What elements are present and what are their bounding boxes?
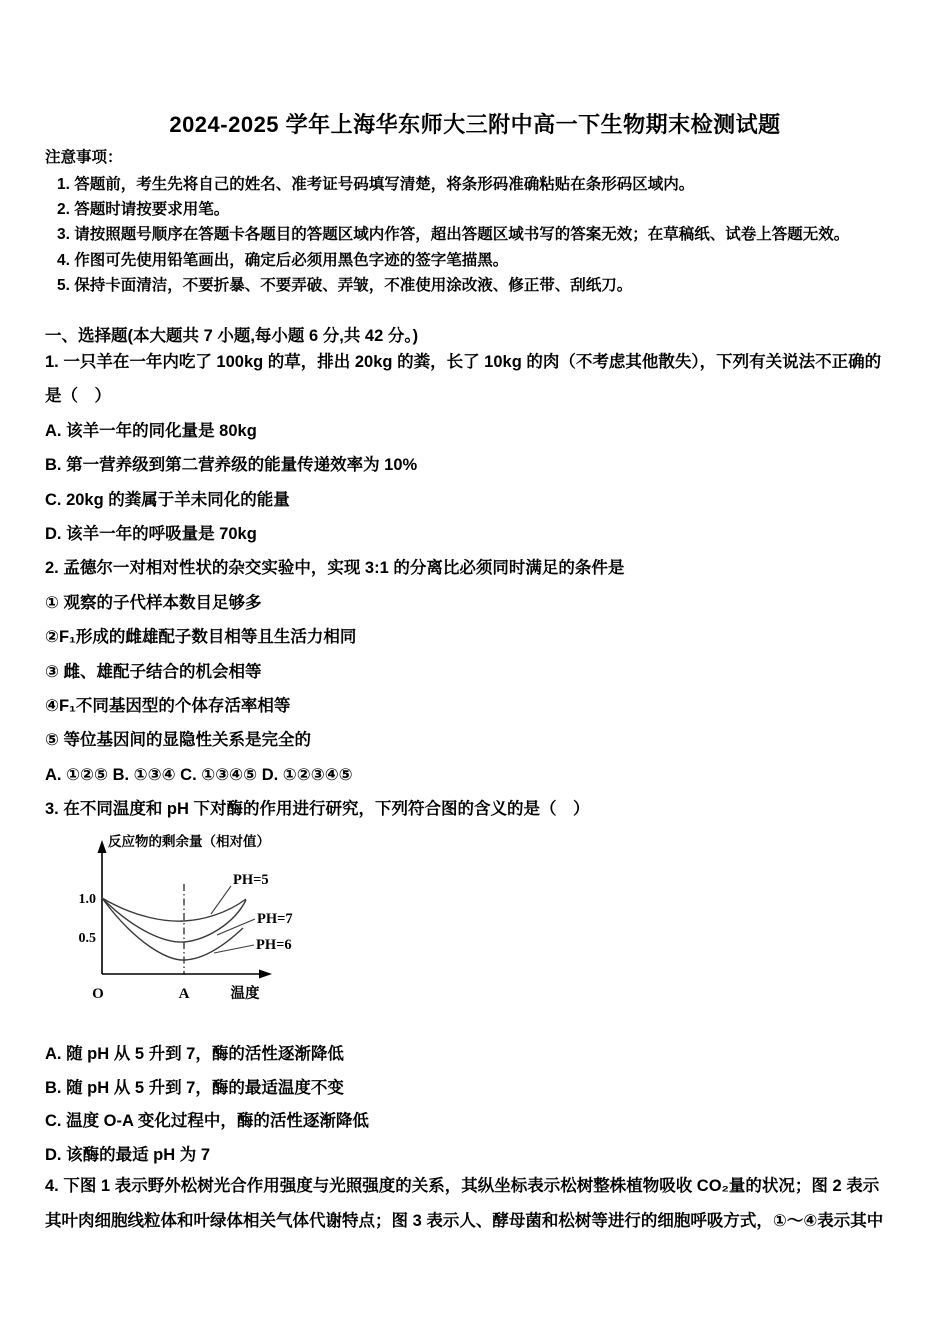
notice-item-1: 1. 答题前，考生先将自己的姓名、准考证号码填写清楚，将条形码准确粘贴在条形码区域内。	[57, 176, 695, 193]
q3-stem: 3. 在不同温度和 pH 下对酶的作用进行研究，下列符合图的含义的是（ ）	[45, 800, 590, 819]
q1-stem-line1: 1. 一只羊在一年内吃了 100kg 的草，排出 20kg 的粪，长了 10kg 的肉（不考虑其他散失），下列有关说法不正确的	[45, 353, 882, 371]
x-origin-label: O	[92, 986, 104, 1002]
notice-heading: 注意事项：	[45, 149, 123, 166]
q3-options-block	[45, 1038, 369, 1172]
x-tick-a-label: A	[178, 986, 190, 1002]
notice-item-3: 3. 请按照题号顺序在答题卡各题目的答题区域内作答，超出答题区域书写的答案无效；在草稿纸、试卷上答题无效。	[57, 226, 850, 244]
q2-stem: 2. 孟德尔一对相对性状的杂交实验中，实现 3:1 的分离比必须同时满足的条件是	[45, 559, 625, 578]
y-tick-0_5: 0.5	[78, 931, 96, 946]
notice-list	[57, 172, 849, 298]
q2-options-line: A. ①②⑤ B. ①③④ C. ①③④⑤ D. ①②③④⑤	[45, 765, 353, 784]
q4-stem-block	[45, 1169, 883, 1238]
enzyme-temperature-chart	[38, 832, 328, 1017]
q2-condition-1: ① 观察的子代样本数目足够多	[45, 593, 262, 612]
notice-item-2: 2. 答题时请按要求用笔。	[57, 201, 230, 219]
section-1-heading: 一、选择题(本大题共 7 小题,每小题 6 分,共 42 分。)	[45, 327, 419, 345]
notice-item-4: 4. 作图可先使用铅笔画出，确定后必须用黑色字迹的签字笔描黑。	[57, 251, 509, 269]
questions-1-to-3-block	[45, 345, 881, 826]
q1-option-a: A. 该羊一年的同化量是 80kg	[45, 421, 257, 440]
enzyme-chart-svg	[38, 832, 328, 1017]
q1-option-c: C. 20kg 的粪属于羊未同化的能量	[45, 490, 290, 509]
q3-option-a: A. 随 pH 从 5 升到 7，酶的活性逐渐降低	[45, 1045, 344, 1063]
q4-stem-line1: 4. 下图 1 表示野外松树光合作用强度与光照强度的关系，其纵坐标表示松树整株植物吸收 CO₂量的状况；图 2 表示	[45, 1177, 880, 1195]
ph5-series-label: PH=5	[233, 872, 269, 888]
ph7-curve	[102, 898, 246, 942]
q2-condition-4: ④F₁不同基因型的个体存活率相等	[45, 696, 291, 715]
q3-option-d: D. 该酶的最适 pH 为 7	[45, 1145, 211, 1164]
ph7-series-label: PH=7	[257, 911, 293, 927]
notice-item-5: 5. 保持卡面清洁，不要折暴、不要弄破、弄皱，不准使用涂改液、修正带、刮纸刀。	[57, 276, 633, 294]
q1-stem-line2: 是（ ）	[45, 387, 111, 406]
q3-option-b: B. 随 pH 从 5 升到 7，酶的最适温度不变	[45, 1078, 344, 1097]
q2-condition-5: ⑤ 等位基因间的显隐性关系是完全的	[45, 731, 312, 750]
q4-stem-line2: 其叶肉细胞线粒体和叶绿体相关气体代谢特点；图 3 表示人、酵母菌和松树等进行的细胞呼吸方式，①～④表示其中	[45, 1211, 884, 1230]
ph6-curve	[102, 898, 243, 960]
q2-condition-3: ③ 雌、雄配子结合的机会相等	[45, 662, 262, 681]
q3-option-c: C. 温度 O-A 变化过程中，酶的活性逐渐降低	[45, 1112, 369, 1131]
page-title: 2024-2025 学年上海华东师大三附中高一下生物期末检测试题	[169, 112, 781, 137]
chart-x-axis-label: 温度	[230, 986, 260, 1002]
ph6-series-label: PH=6	[256, 937, 292, 953]
q1-option-b: B. 第一营养级到第二营养级的能量传递效率为 10%	[45, 456, 418, 475]
q2-condition-2: ②F₁形成的雌雄配子数目相等且生活力相同	[45, 628, 357, 647]
x-axis-arrow-icon	[259, 970, 272, 979]
y-axis-arrow-icon	[98, 840, 107, 853]
y-tick-1_0: 1.0	[78, 892, 96, 907]
chart-y-axis-label: 反应物的剩余量（相对值）	[108, 834, 270, 849]
q1-option-d: D. 该羊一年的呼吸量是 70kg	[45, 524, 257, 543]
